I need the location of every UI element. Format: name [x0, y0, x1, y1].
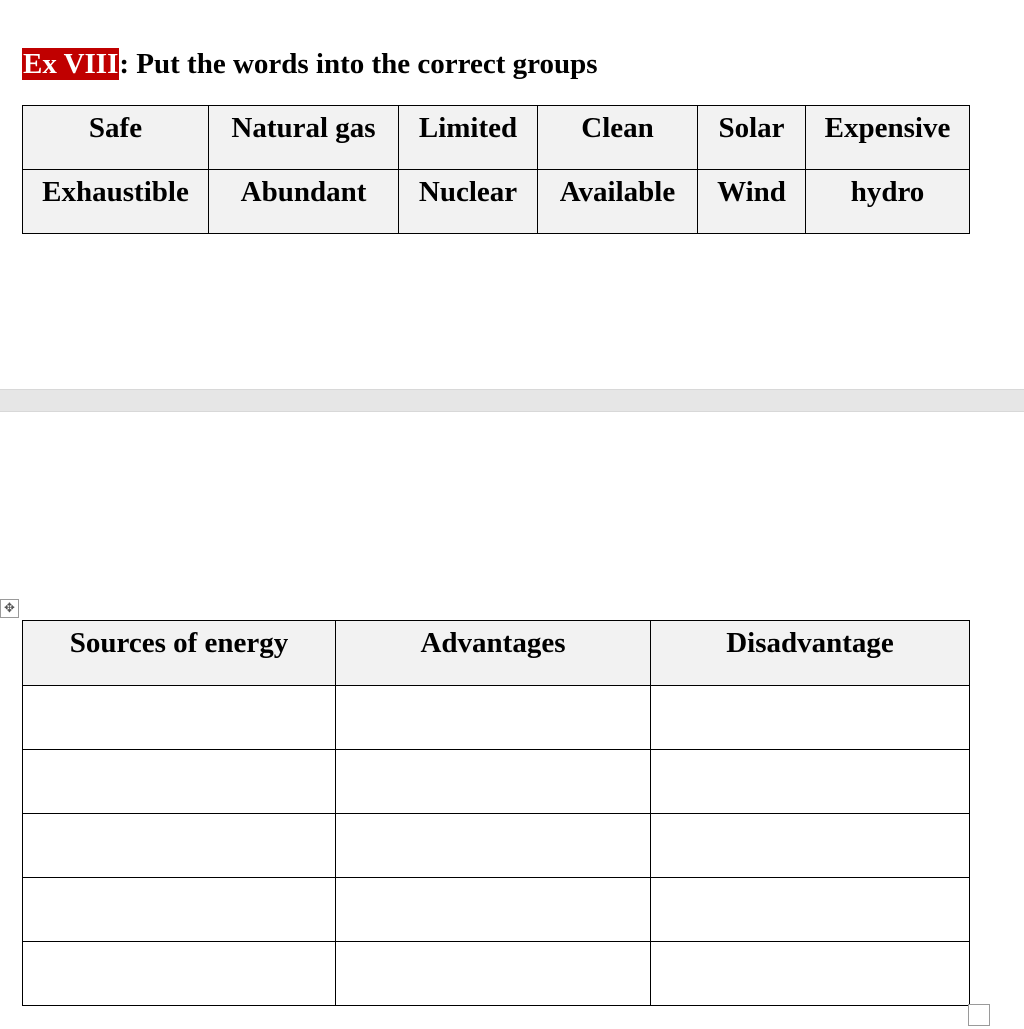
word-bank-row — [23, 170, 970, 234]
empty-cell[interactable] — [23, 686, 336, 750]
empty-cell[interactable] — [336, 686, 651, 750]
page-break-gap — [0, 389, 1024, 412]
header-sources-of-energy[interactable]: Sources of energy — [23, 621, 336, 686]
empty-cell[interactable] — [336, 942, 651, 1006]
table-row — [23, 942, 970, 1006]
word-cell[interactable]: Clean — [538, 106, 698, 170]
exercise-heading — [22, 44, 598, 84]
empty-cell[interactable] — [336, 814, 651, 878]
word-bank-row — [23, 106, 970, 170]
word-cell[interactable]: Nuclear — [399, 170, 538, 234]
empty-cell[interactable] — [651, 814, 970, 878]
word-cell[interactable]: Solar — [698, 106, 806, 170]
empty-cell[interactable] — [23, 814, 336, 878]
end-of-row-marker-icon — [968, 1004, 990, 1026]
word-cell[interactable]: Expensive — [806, 106, 970, 170]
empty-cell[interactable] — [336, 878, 651, 942]
empty-cell[interactable] — [23, 750, 336, 814]
groups-header-row — [23, 621, 970, 686]
word-cell[interactable]: Abundant — [209, 170, 399, 234]
header-disadvantage[interactable]: Disadvantage — [651, 621, 970, 686]
empty-cell[interactable] — [651, 750, 970, 814]
empty-cell[interactable] — [23, 942, 336, 1006]
exercise-instruction: : Put the words into the correct groups — [119, 48, 598, 80]
word-bank-table — [22, 105, 970, 234]
empty-cell[interactable] — [651, 878, 970, 942]
table-row — [23, 750, 970, 814]
move-arrows-icon[interactable]: ✥ — [0, 599, 19, 618]
header-advantages[interactable]: Advantages — [336, 621, 651, 686]
word-cell[interactable]: Available — [538, 170, 698, 234]
empty-cell[interactable] — [651, 686, 970, 750]
exercise-label: Ex VIII — [23, 48, 119, 80]
groups-table — [22, 620, 970, 1006]
word-cell[interactable]: Limited — [399, 106, 538, 170]
table-row — [23, 814, 970, 878]
table-row — [23, 686, 970, 750]
word-cell[interactable]: Natural gas — [209, 106, 399, 170]
word-cell[interactable]: Wind — [698, 170, 806, 234]
empty-cell[interactable] — [23, 878, 336, 942]
empty-cell[interactable] — [651, 942, 970, 1006]
word-cell[interactable]: Exhaustible — [23, 170, 209, 234]
table-row — [23, 878, 970, 942]
word-cell[interactable]: hydro — [806, 170, 970, 234]
word-cell[interactable]: Safe — [23, 106, 209, 170]
empty-cell[interactable] — [336, 750, 651, 814]
